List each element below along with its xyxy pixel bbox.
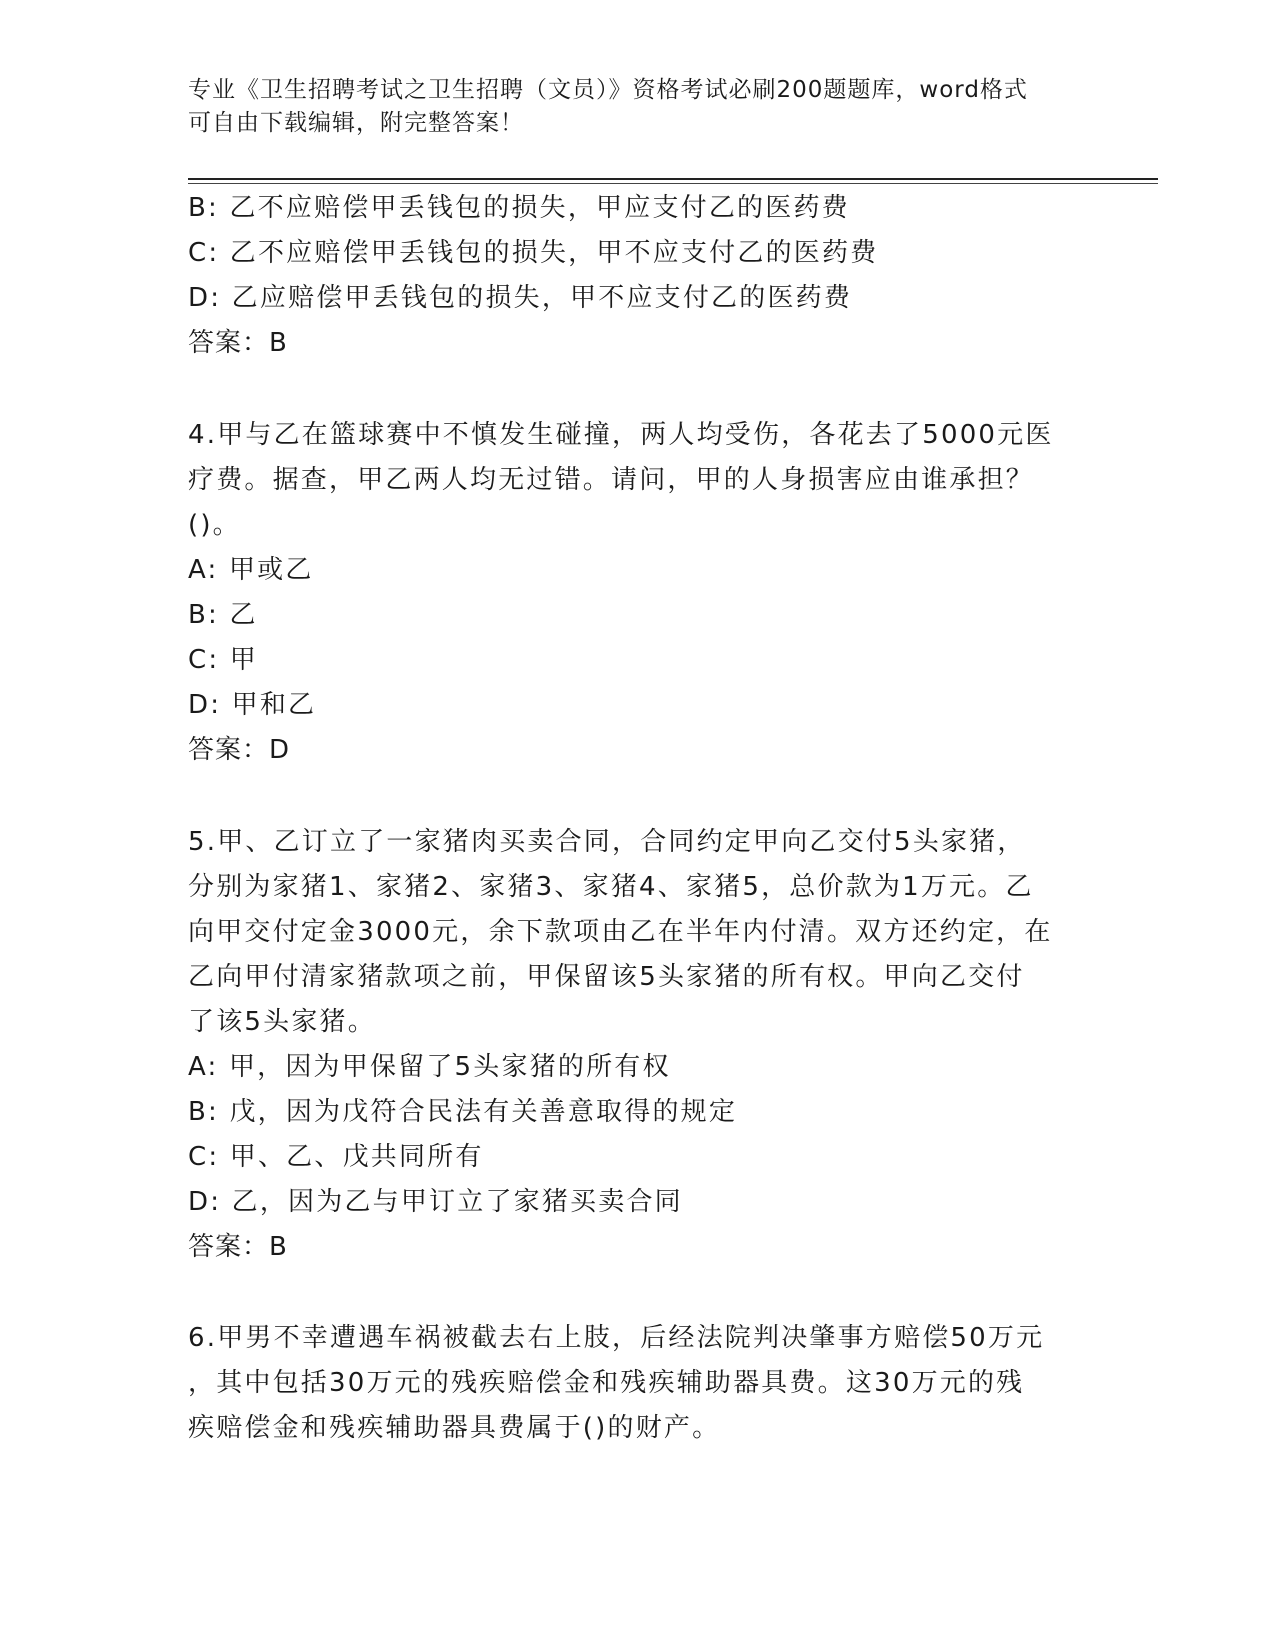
q5-option-c: C: 甲、乙、戊共同所有 <box>188 1142 484 1172</box>
q4-option-b: B: 乙 <box>188 600 258 630</box>
q5-stem-line-1: 5.甲、乙订立了一家猪肉买卖合同，合同约定甲向乙交付5头家猪， <box>188 827 1026 857</box>
q4-option-c: C: 甲 <box>188 645 258 675</box>
q3-option-c: C: 乙不应赔偿甲丢钱包的损失，甲不应支付乙的医药费 <box>188 238 879 268</box>
q6-stem-line-3: 疾赔偿金和残疾辅助器具费属于()的财产。 <box>188 1413 721 1443</box>
header-rule-thin <box>188 183 1158 184</box>
header-line-2: 可自由下载编辑，附完整答案！ <box>188 110 524 136</box>
q5-option-d: D: 乙，因为乙与甲订立了家猪买卖合同 <box>188 1187 683 1217</box>
page-header <box>188 74 1068 140</box>
q5-option-b: B: 戊，因为戊符合民法有关善意取得的规定 <box>188 1097 738 1127</box>
q5-stem-line-2: 分别为家猪1、家猪2、家猪3、家猪4、家猪5，总价款为1万元。乙 <box>188 872 1034 902</box>
q5-stem-line-4: 乙向甲付清家猪款项之前，甲保留该5头家猪的所有权。甲向乙交付 <box>188 962 1025 992</box>
q4-stem-line-1: 4.甲与乙在篮球赛中不慎发生碰撞，两人均受伤，各花去了5000元医 <box>188 420 1054 450</box>
q3-option-b: B: 乙不应赔偿甲丢钱包的损失，甲应支付乙的医药费 <box>188 193 850 223</box>
q6-stem-line-1: 6.甲男不幸遭遇车祸被截去右上肢，后经法院判决肇事方赔偿50万元 <box>188 1323 1045 1353</box>
q3-option-d: D: 乙应赔偿甲丢钱包的损失，甲不应支付乙的医药费 <box>188 283 853 313</box>
q4-answer: 答案：D <box>188 735 291 765</box>
q4-option-a: A: 甲或乙 <box>188 555 314 585</box>
q5-option-a: A: 甲，因为甲保留了5头家猪的所有权 <box>188 1052 671 1082</box>
header-rule-thick <box>188 178 1158 180</box>
q5-stem-line-3: 向甲交付定金3000元，余下款项由乙在半年内付清。双方还约定，在 <box>188 917 1053 947</box>
q4-stem-line-3: ()。 <box>188 510 241 540</box>
q5-answer: 答案：B <box>188 1232 288 1262</box>
q6-stem-line-2: ，其中包括30万元的残疾赔偿金和残疾辅助器具费。这30万元的残 <box>188 1368 1025 1398</box>
q4-option-d: D: 甲和乙 <box>188 690 317 720</box>
q5-stem-line-5: 了该5头家猪。 <box>188 1007 376 1037</box>
header-line-1: 专业《卫生招聘考试之卫生招聘（文员）》资格考试必刷200题题库，word格式 <box>188 77 1028 103</box>
q3-answer: 答案：B <box>188 328 288 358</box>
q4-stem-line-2: 疗费。据查，甲乙两人均无过错。请问，甲的人身损害应由谁承担？ <box>188 465 1035 495</box>
